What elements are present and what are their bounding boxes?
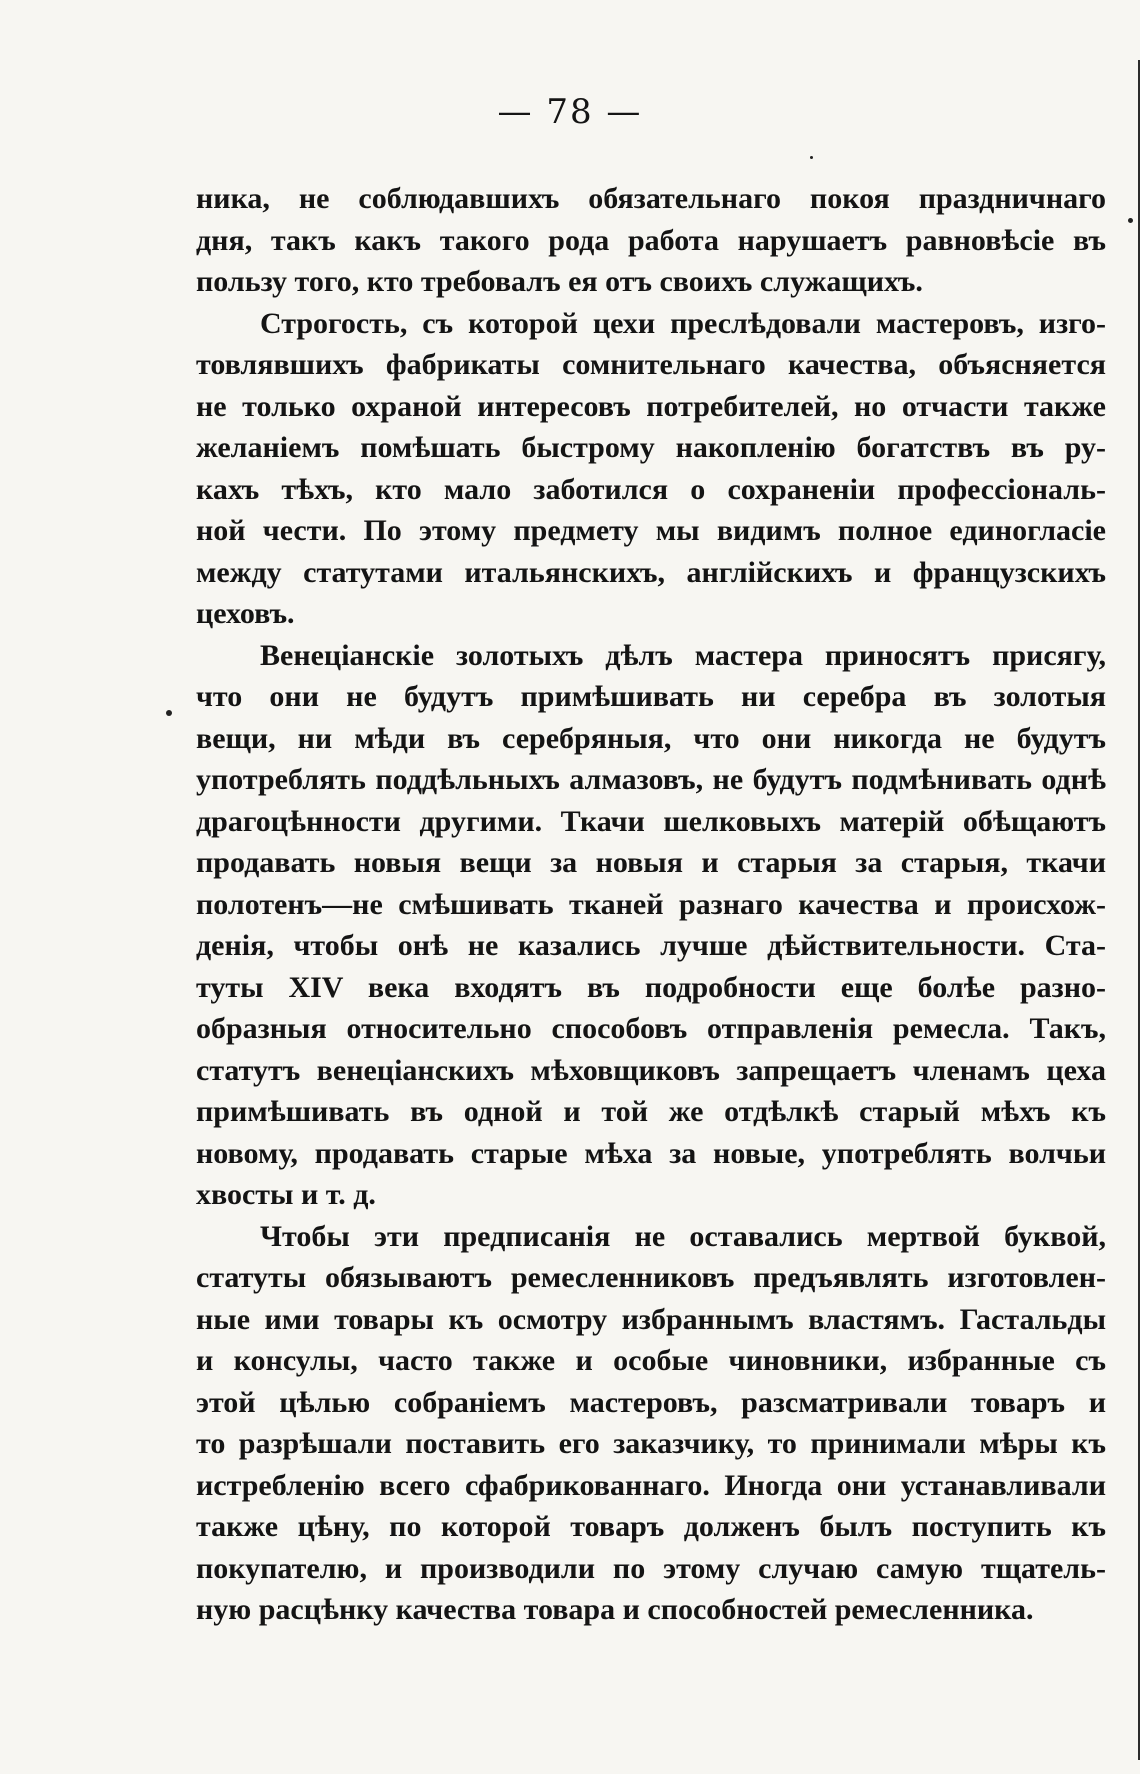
text-line: статутъ венеціанскихъ мѣховщиковъ запрещаетъ членамъ цеха [196, 1053, 1106, 1087]
text-line: не только охраной интересовъ потребителей, но отчасти также [196, 389, 1106, 423]
body-text [196, 178, 1106, 1631]
text-line: желаніемъ помѣшать быстрому накопленію богатствъ въ ру- [196, 431, 1106, 464]
text-line: статуты обязываютъ ремесленниковъ предъявлять изготовлен- [196, 1261, 1106, 1294]
text-line: между статутами итальянскихъ, англійскихъ и французскихъ [196, 555, 1106, 589]
text-line: туты XIV века входятъ въ подробности еще болѣе разно- [196, 970, 1106, 1004]
text-line: Чтобы эти предписанія не оставались мертвой буквой, [260, 1219, 1106, 1253]
text-line: цеховъ. [196, 597, 295, 630]
text-line: новому, продавать старые мѣха за новые, употреблять волчьи [196, 1136, 1106, 1170]
paragraph [196, 635, 1106, 1216]
text-line: образныя относительно способовъ отправленія ремесла. Такъ, [196, 1012, 1106, 1045]
ink-speck [166, 710, 172, 716]
text-line: то разрѣшали поставить его заказчику, то принимали мѣры къ [196, 1427, 1106, 1460]
paragraph [196, 303, 1106, 635]
text-line: пользу того, кто требовалъ ея отъ своихъ служащихъ. [196, 265, 923, 298]
text-line: хвосты и т. д. [196, 1178, 376, 1211]
text-line: и консулы, часто также и особые чиновники, избранные съ [196, 1344, 1106, 1377]
text-line: Венеціанскіе золотыхъ дѣлъ мастера приносятъ присягу, [260, 638, 1106, 672]
text-line: кахъ тѣхъ, кто мало заботился о сохраненіи профессіональ- [196, 472, 1106, 506]
text-line: ную расцѣнку качества товара и способностей ремесленника. [196, 1593, 1034, 1626]
ink-speck [1128, 218, 1133, 223]
text-line: примѣшивать въ одной и той же отдѣлкѣ старый мѣхъ къ [196, 1095, 1106, 1128]
text-line: ной чести. По этому предмету мы видимъ полное единогласіе [196, 514, 1106, 547]
text-line: ника, не соблюдавшихъ обязательнаго покоя праздничнаго [196, 182, 1106, 215]
text-line: покупателю, и производили по этому случаю самую тщатель- [196, 1551, 1106, 1585]
text-line: товлявшихъ фабрикаты сомнительнаго качества, объясняется [196, 348, 1106, 381]
page-number: — 78 — [497, 92, 643, 132]
ink-speck [810, 156, 813, 159]
text-line: полотенъ—не смѣшивать тканей разнаго качества и происхож- [196, 887, 1106, 921]
text-line: употреблять поддѣльныхъ алмазовъ, не будутъ подмѣнивать однѣ [196, 763, 1106, 796]
text-line: дня, такъ какъ такого рода работа нарушаетъ равновѣсіе въ [196, 223, 1106, 257]
paragraph [196, 1216, 1106, 1631]
text-line: вещи, ни мѣди въ серебряныя, что они никогда не будутъ [196, 721, 1106, 755]
paragraph [196, 178, 1106, 303]
text-line: ные ими товары къ осмотру избраннымъ властямъ. Гастальды [196, 1302, 1106, 1336]
text-line: Строгость, съ которой цехи преслѣдовали мастеровъ, изго- [260, 306, 1106, 340]
text-line: что они не будутъ примѣшивать ни серебра въ золотыя [196, 680, 1106, 713]
text-line: истребленію всего сфабрикованнаго. Иногда они устанавливали [196, 1468, 1106, 1502]
text-line: этой цѣлью собраніемъ мастеровъ, разсматривали товаръ и [196, 1385, 1106, 1419]
text-line: также цѣну, по которой товаръ долженъ былъ поступить къ [196, 1510, 1106, 1543]
text-line: продавать новыя вещи за новыя и старыя за старыя, ткачи [196, 846, 1106, 879]
text-line: драгоцѣнности другими. Ткачи шелковыхъ матерій обѣщаютъ [196, 804, 1106, 838]
text-line: денія, чтобы онѣ не казались лучше дѣйствительности. Ста- [196, 929, 1106, 962]
